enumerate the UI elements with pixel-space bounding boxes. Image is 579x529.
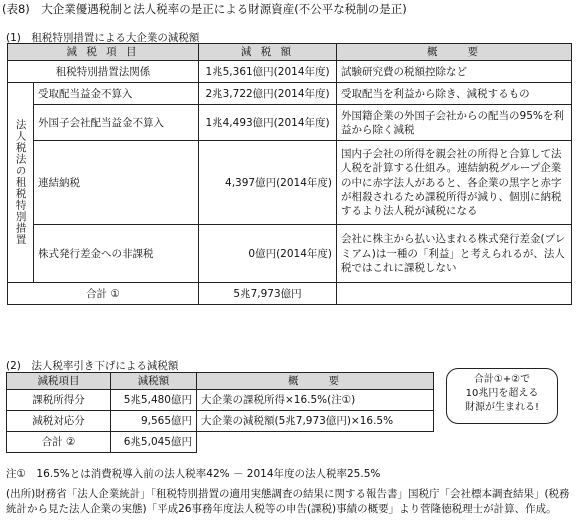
row-item: 受取配当益金不算入 [34,83,199,105]
table-row [7,390,434,411]
row-summary: 国内子会社の所得を親会社の所得と合算して法人税を計算する仕組み。連結納税グループ企業の中に赤字法人があると、各企業の黒字と赤字が相殺されるため課税所得が減り、個別に納税するより法人税が減税になる [337,141,572,225]
row-item: 租税特別措置法関係 [8,61,199,83]
total-amount: 6兆5,045億円 [111,432,197,453]
row-summary: 外国籍企業の外国子会社からの配当の95%を利益から除く減税 [337,105,572,141]
total-amount: 5兆7,973億円 [199,283,337,305]
row-summary: 受取配当を利益から除き、減税するもの [337,83,572,105]
rate-cut-table [6,372,434,453]
total-row [7,432,434,453]
table-row [8,105,572,141]
row-amount: 5兆5,480億円 [111,390,197,411]
section2-heading: (2) 法人税率引き下げによる減税額 [6,360,179,372]
table-row [8,141,572,225]
header-summary: 概 要 [197,373,434,390]
total-row [8,283,572,305]
table-header-row [8,44,572,61]
row-amount: 4,397億円(2014年度) [199,141,337,225]
callout-line: 10兆円を超える [465,388,539,399]
header-amount: 減税額 [111,373,197,390]
tax-breaks-table [7,43,572,305]
callout-line: 財源が生まれる! [464,402,539,413]
table-row [8,225,572,283]
table-row [8,83,572,105]
row-item: 株式発行差金への非課税 [34,225,199,283]
header-item: 減税項目 [7,373,111,390]
row-amount: 0億円(2014年度) [199,225,337,283]
header-summary: 概 要 [337,44,572,61]
header-item: 減 税 項 目 [8,44,199,61]
row-amount: 1兆5,361億円(2014年度) [199,61,337,83]
table-header-row [7,373,434,390]
row-item: 減税対応分 [7,411,111,432]
section1-heading: (1) 租税特別措置による大企業の減税額 [6,32,200,44]
row-amount: 9,565億円 [111,411,197,432]
table-row [8,61,572,83]
row-item: 課税所得分 [7,390,111,411]
row-amount: 1兆4,493億円(2014年度) [199,105,337,141]
total-label: 合計 ② [7,432,111,453]
source-note: (出所)財務省「法人企業統計」「租税特別措置の適用実態調査の結果に関する報告書」国税庁「会社標本調査結果」(税務統計から見た法人企業の実態)「平成26事務年度法人税等の申告(課税)事績の概要」より菅隆徳税理士が計算、作成。 [6,488,570,516]
row-item: 連結納税 [34,141,199,225]
callout-line: 合計①+②で [473,374,531,385]
row-summary: 試験研究費の税額控除など [337,61,572,83]
row-summary: 大企業の課税所得×16.5%(注①) [197,390,434,411]
callout-bubble [446,368,558,424]
page-title: (表8) 大企業優遇税制と法人税率の是正による財源資産(不公平な税制の是正) [2,2,407,16]
row-summary: 会社に株主から払い込まれる株式発行差金(プレミアム)は一種の「利益」と考えられるが、法人税ではこれに課税しない [337,225,572,283]
row-amount: 2兆3,722億円(2014年度) [199,83,337,105]
header-amount: 減 税 額 [199,44,337,61]
footnote: 注① 16.5%とは消費税導入前の法人税率42% － 2014年度の法人税率25.5% [6,468,381,480]
row-item: 外国子会社配当益金不算入 [34,105,199,141]
total-label: 合計 ① [8,283,199,305]
group-label: 法人税法の租税特別措置 [8,83,34,283]
row-summary: 大企業の減税額(5兆7,973億円)×16.5% [197,411,434,432]
table-row [7,411,434,432]
